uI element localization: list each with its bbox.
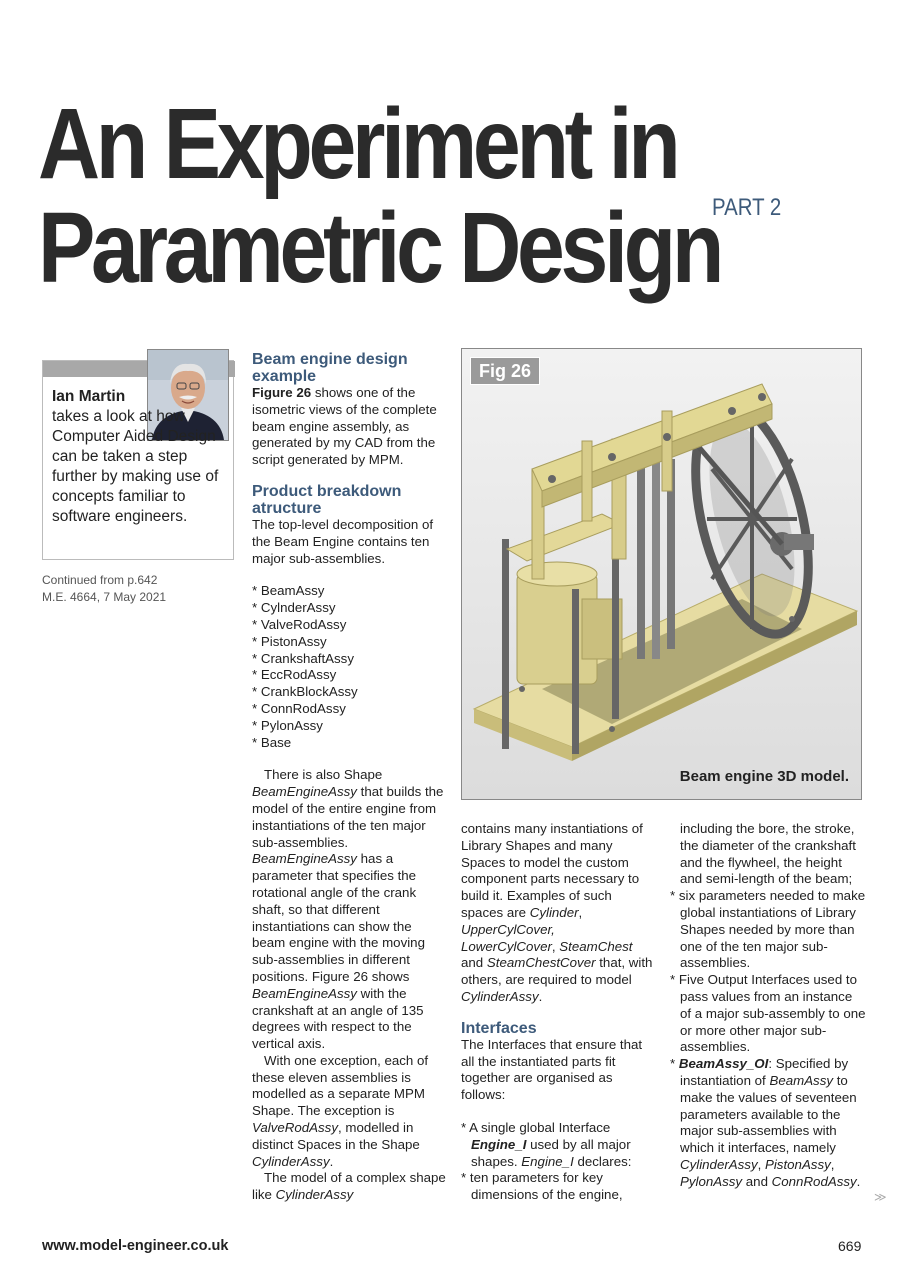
- issue-reference: M.E. 4664, 7 May 2021: [42, 590, 167, 604]
- article-title: [38, 88, 726, 304]
- bullet-item: * ten parameters for key dimensions of the engine,: [461, 1170, 623, 1203]
- heading-product-breakdown: Product breakdown atructure: [252, 482, 402, 517]
- author-name: Ian Martin: [52, 388, 126, 405]
- list-item: * PylonAssy: [252, 717, 323, 733]
- list-item: * Base: [252, 734, 292, 750]
- paragraph: Figure 26 shows one of the isometric views of the complete beam engine assembly, as generated by my CAD from the script generated by MPM.: [252, 385, 437, 468]
- figure-26: [461, 348, 862, 800]
- bullet-item: * six parameters needed to make global instantiations of Library Shapes needed by more than one of the ten major sub-assemblies.: [670, 888, 866, 971]
- page-number: 669: [838, 1238, 862, 1254]
- continue-arrow-icon: ≫: [874, 1190, 887, 1204]
- list-item: * CrankBlockAssy: [252, 684, 358, 700]
- paragraph: With one exception, each of these eleven assemblies is modelled as a separate MPM Shape. The exception is ValveRodAssy, modelled in distinct Spaces in the Shape CylinderAssy.: [252, 1052, 429, 1169]
- paragraph: The model of a complex shape like CylinderAssy: [252, 1170, 446, 1203]
- website-url[interactable]: www.model-engineer.co.uk: [42, 1238, 229, 1254]
- author-box: [42, 360, 234, 560]
- author-blurb: takes a look at how Computer Aided Design can be taken a step further by making use of concepts familiar to software engineers.: [52, 408, 219, 525]
- list-item: * EccRodAssy: [252, 667, 337, 683]
- part-label: PART 2: [712, 194, 782, 221]
- figure-label: Fig 26: [470, 357, 540, 385]
- column-3: [670, 821, 866, 1191]
- bullet-item: * BeamAssy_OI: Specified by instantiation of BeamAssy to make the values of seventeen parameters available to the major sub-assemblies with which it interfaces, namely CylinderAssy, PistonAssy, PylonAssy and ConnRodAssy.: [670, 1056, 861, 1189]
- continued-from: Continued from p.642: [42, 573, 158, 587]
- paragraph: contains many instantiations of Library Shapes and many Spaces to model the custom component parts necessary to build it. Examples of such spaces are Cylinder, UpperCylCover, LowerCylCover, SteamChest and SteamChestCover that, with others, are required to model CylinderAssy.: [461, 821, 653, 1004]
- paragraph: The Interfaces that ensure that all the instantiated parts fit together are organised as follows:: [461, 1036, 643, 1103]
- column-1: [252, 351, 448, 1204]
- figure-caption: Beam engine 3D model.: [679, 768, 849, 785]
- paragraph: The top-level decomposition of the Beam Engine contains ten major sub-assemblies.: [252, 516, 434, 566]
- paragraph: There is also Shape BeamEngineAssy that builds the model of the entire engine from instantiations of the ten major sub-assemblies. BeamEngineAssy has a parameter that specifies the rotational angle of the crank shaft, so that different instantiations can show the beam engine with the moving sub-assemblies in different positions. Figure 26 shows BeamEngineAssy with the crankshaft at an angle of 135 degrees with respect to the vertical axis.: [252, 767, 444, 1052]
- list-item: * CylnderAssy: [252, 600, 336, 616]
- paragraph: including the bore, the stroke, the diameter of the crankshaft and the flywheel, the height and semi-length of the beam;: [680, 821, 856, 887]
- list-item: * CrankshaftAssy: [252, 650, 354, 666]
- title-line-2: Parametric Design: [38, 192, 721, 304]
- column-2: [461, 821, 653, 1204]
- list-item: * ValveRodAssy: [252, 616, 347, 632]
- title-line-1: An Experiment in: [38, 88, 677, 200]
- beam-engine-illustration: [462, 349, 861, 799]
- continued-note: [42, 572, 166, 606]
- bullet-item: * A single global Interface Engine_I used by all major shapes. Engine_I declares:: [461, 1119, 632, 1169]
- heading-interfaces: Interfaces: [461, 1019, 537, 1037]
- author-intro: [52, 387, 228, 527]
- bullet-item: * Five Output Interfaces used to pass values from an instance of a major sub-assembly to one or more other major sub-assemblies.: [670, 972, 866, 1055]
- list-item: * ConnRodAssy: [252, 700, 346, 716]
- list-item: * PistonAssy: [252, 633, 327, 649]
- list-item: * BeamAssy: [252, 583, 325, 599]
- subassembly-list: [252, 583, 448, 751]
- heading-beam-engine: Beam engine design example: [252, 351, 408, 385]
